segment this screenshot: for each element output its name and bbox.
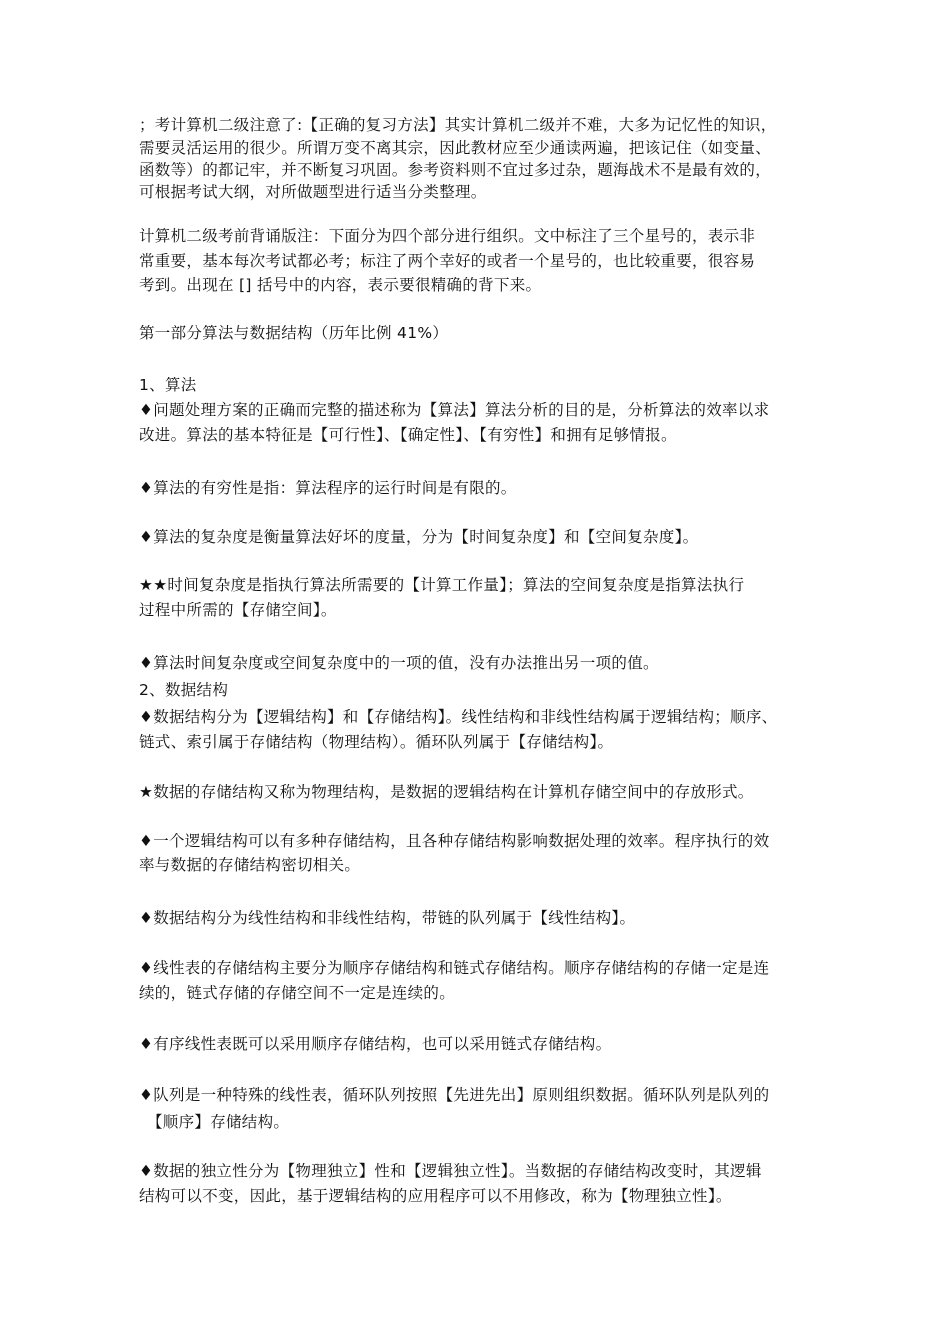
s2-para7-line-1: ♦队列是一种特殊的线性表，循环队列按照【先进先出】原则组织数据。循环队列是队列的 — [139, 1086, 770, 1104]
s2-para6: ♦有序线性表既可以采用顺序存储结构，也可以采用链式存储结构。 — [139, 1035, 612, 1053]
s2-para8-line-2: 结构可以不变，因此，基于逻辑结构的应用程序可以不用修改，称为【物理独立性】。 — [139, 1187, 732, 1205]
s2-para2: ★数据的存储结构又称为物理结构，是数据的逻辑结构在计算机存储空间中的存放形式。 — [139, 783, 754, 801]
s1-para4-line-2: 过程中所需的【存储空间】。 — [139, 601, 337, 619]
section1-title: 1、算法 — [139, 376, 197, 394]
s2-para1-line-2: 链式、索引属于存储结构（物理结构）。循环队列属于【存储结构】。 — [139, 733, 614, 751]
note-line-2: 常重要，基本每次考试都必考；标注了两个幸好的或者一个星号的，也比较重要，很容易 — [139, 252, 756, 270]
intro-line-2: 需要灵活运用的很少。所谓万变不离其宗，因此教材应至少通读两遍，把该记住（如变量、 — [139, 139, 772, 157]
part1-title: 第一部分算法与数据结构（历年比例 41%） — [139, 324, 449, 342]
s2-para5-line-2: 续的，链式存储的存储空间不一定是连续的。 — [139, 984, 456, 1002]
s2-para3-line-2: 率与数据的存储结构密切相关。 — [139, 856, 361, 874]
s1-para3: ♦算法的复杂度是衡量算法好坏的度量，分为【时间复杂度】和【空间复杂度】。 — [139, 528, 699, 546]
s2-para7-line-2: 【顺序】存储结构。 — [147, 1113, 290, 1131]
s1-para5: ♦算法时间复杂度或空间复杂度中的一项的值，没有办法推出另一项的值。 — [139, 654, 659, 672]
s2-para3-line-1: ♦一个逻辑结构可以有多种存储结构，且各种存储结构影响数据处理的效率。程序执行的效 — [139, 832, 770, 850]
note-line-1: 计算机二级考前背诵版注：下面分为四个部分进行组织。文中标注了三个星号的，表示非 — [139, 227, 756, 245]
s1-para1-line-2: 改进。算法的基本特征是【可行性】、【确定性】、【有穷性】和拥有足够情报。 — [139, 426, 677, 444]
s2-para5-line-1: ♦线性表的存储结构主要分为顺序存储结构和链式存储结构。顺序存储结构的存储一定是连 — [139, 959, 770, 977]
s1-para4-line-1: ★★时间复杂度是指执行算法所需要的【计算工作量】；算法的空间复杂度是指算法执行 — [139, 576, 745, 594]
s2-para1-line-1: ♦数据结构分为【逻辑结构】和【存储结构】。线性结构和非线性结构属于逻辑结构；顺序、 — [139, 708, 778, 726]
s1-para1-line-1: ♦问题处理方案的正确而完整的描述称为【算法】算法分析的目的是，分析算法的效率以求 — [139, 401, 770, 419]
s1-para2: ♦算法的有穷性是指：算法程序的运行时间是有限的。 — [139, 479, 517, 497]
section2-title: 2、数据结构 — [139, 681, 229, 699]
intro-line-1: ；考计算机二级注意了:【正确的复习方法】其实计算机二级并不难，大多为记忆性的知识， — [139, 116, 777, 134]
note-line-3: 考到。出现在 [] 括号中的内容，表示要很精确的背下来。 — [139, 276, 542, 294]
intro-line-3: 函数等）的都记牢，并不断复习巩固。参考资料则不宜过多过杂，题海战术不是最有效的， — [139, 161, 772, 179]
s2-para4: ♦数据结构分为线性结构和非线性结构，带链的队列属于【线性结构】。 — [139, 909, 636, 927]
s2-para8-line-1: ♦数据的独立性分为【物理独立】性和【逻辑独立性】。当数据的存储结构改变时，其逻辑 — [139, 1162, 762, 1180]
intro-line-4: 可根据考试大纲，对所做题型进行适当分类整理。 — [139, 183, 487, 201]
